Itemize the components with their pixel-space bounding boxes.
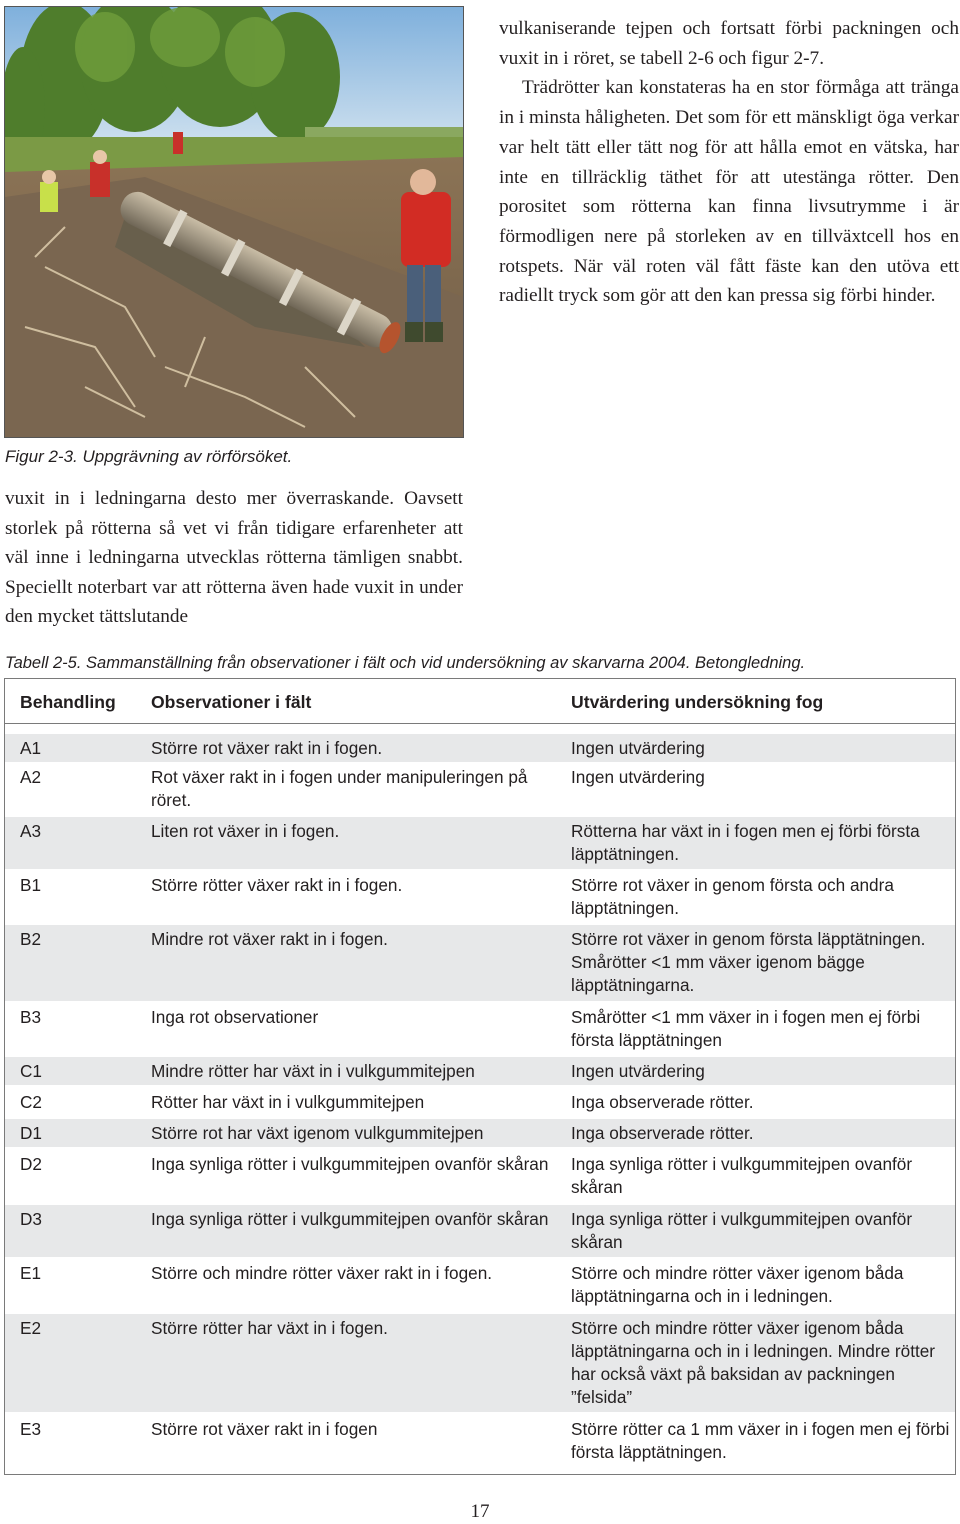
paragraph: vuxit in i ledningarna desto mer överraskande. Oavsett storlek på rötterna så vet vi från tidigare erfarenheter att väl inne i ledningarna utvecklas rötterna tämligen snabbt. Speciellt noterbart var att rötterna även hade vuxit in under den mycket tättslutande [5, 488, 463, 627]
cell-behandling: D2 [20, 1154, 42, 1174]
table-row [5, 1415, 955, 1467]
cell-behandling: D1 [20, 1123, 42, 1143]
cell-observation: Inga synliga rötter i vulkgummitejpen ovanför skåran [151, 1209, 549, 1229]
table-row [5, 734, 955, 762]
header-utvardering: Utvärdering undersökning fog [571, 692, 824, 712]
paragraph: Trädrötter kan konstateras ha en stor förmåga att tränga in i minsta håligheten. Det som för ett mänskligt öga verkar var helt tätt eller tätt nog för att hålla emot en vätska, har inte en tillräcklig täthet för att utestänga rötter. Den porositet som rötterna kan finna livsutrymme i är förmodligen nere på storleken av en tillväxtcell hos en rotspets. När väl roten väl fått fäste kan den utöva ett radiellt tryck som gör att den kan pressa sig förbi hinder. [499, 77, 959, 307]
cell-behandling: E1 [20, 1263, 42, 1283]
cell-behandling: B3 [20, 1007, 42, 1027]
right-column-text [499, 14, 959, 311]
table-row [5, 1314, 955, 1412]
cell-observation: Inga synliga rötter i vulkgummitejpen ovanför skåran [151, 1154, 549, 1174]
table-row [5, 817, 955, 869]
table-row [5, 1088, 955, 1116]
cell-observation: Större rot växer rakt in i fogen. [151, 738, 383, 758]
cell-observation: Inga rot observationer [151, 1007, 319, 1027]
table-row [5, 1003, 955, 1055]
table-row [5, 1057, 955, 1085]
table-row [5, 1259, 955, 1311]
cell-behandling: C1 [20, 1061, 42, 1081]
cell-behandling: A2 [20, 767, 42, 787]
cell-behandling: B2 [20, 929, 42, 949]
cell-observation: Rot växer rakt in i fogen under manipuleringen på röret. [151, 767, 528, 810]
table-caption: Tabell 2-5. Sammanställning från observationer i fält och vid undersökning av skarvarna 2004. Betongledning. [5, 654, 806, 672]
cell-evaluation: Större och mindre rötter växer igenom båda läpptätningarna och in i ledningen. [571, 1263, 904, 1306]
cell-observation: Större rot växer rakt in i fogen [151, 1419, 378, 1439]
cell-evaluation: Större rot växer in genom första läpptätningen. Smårötter <1 mm växer igenom bägge läpptätningarna. [571, 929, 926, 995]
cell-behandling: A3 [20, 821, 42, 841]
cell-behandling: D3 [20, 1209, 42, 1229]
cell-behandling: B1 [20, 875, 42, 895]
excavation-photo [4, 6, 464, 438]
cell-observation: Rötter har växt in i vulkgummitejpen [151, 1092, 425, 1112]
cell-evaluation: Ingen utvärdering [571, 1061, 705, 1081]
cell-observation: Större rot har växt igenom vulkgummitejpen [151, 1123, 484, 1143]
table-row [5, 925, 955, 1001]
cell-evaluation: Större rötter ca 1 mm växer in i fogen men ej förbi första läpptätningen. [571, 1419, 950, 1462]
header-observationer: Observationer i fält [151, 692, 312, 712]
page-number: 17 [470, 1501, 490, 1522]
header-behandling: Behandling [20, 692, 116, 712]
table-row [5, 1119, 955, 1147]
cell-evaluation: Ingen utvärdering [571, 767, 705, 787]
cell-evaluation: Större och mindre rötter växer igenom båda läpptätningarna och in i ledningen. Mindre rötter har också växt på baksidan av packningen ”felsida” [571, 1318, 936, 1407]
cell-behandling: A1 [20, 738, 42, 758]
cell-behandling: E3 [20, 1419, 42, 1439]
cell-evaluation: Inga synliga rötter i vulkgummitejpen ovanför skåran [571, 1209, 913, 1252]
table-row [5, 1150, 955, 1202]
table-header [5, 679, 955, 723]
cell-observation: Mindre rötter har växt in i vulkgummitejpen [151, 1061, 475, 1081]
header-divider [5, 723, 955, 724]
cell-evaluation: Större rot växer in genom första och andra läpptätningen. [571, 875, 894, 918]
table-row [5, 871, 955, 923]
cell-observation: Större rötter växer rakt in i fogen. [151, 875, 403, 895]
cell-evaluation: Inga observerade rötter. [571, 1123, 754, 1143]
table-row [5, 1205, 955, 1257]
cell-behandling: E2 [20, 1318, 42, 1338]
cell-observation: Större rötter har växt in i fogen. [151, 1318, 388, 1338]
cell-observation: Större och mindre rötter växer rakt in i fogen. [151, 1263, 493, 1283]
cell-observation: Mindre rot växer rakt in i fogen. [151, 929, 388, 949]
cell-observation: Liten rot växer in i fogen. [151, 821, 340, 841]
left-column-text [5, 484, 463, 632]
cell-evaluation: Inga synliga rötter i vulkgummitejpen ovanför skåran [571, 1154, 913, 1197]
observations-table [4, 678, 956, 1475]
figure-caption: Figur 2-3. Uppgrävning av rörförsöket. [5, 447, 293, 466]
cell-evaluation: Ingen utvärdering [571, 738, 705, 758]
paragraph: vulkaniserande tejpen och fortsatt förbi packningen och vuxit in i röret, se tabell 2-6 och figur 2-7. [499, 18, 959, 69]
cell-evaluation: Smårötter <1 mm växer in i fogen men ej förbi första läpptätningen [571, 1007, 921, 1050]
cell-evaluation: Inga observerade rötter. [571, 1092, 754, 1112]
cell-behandling: C2 [20, 1092, 42, 1112]
table-row [5, 763, 955, 815]
cell-evaluation: Rötterna har växt in i fogen men ej förbi första läpptätningen. [571, 821, 920, 864]
